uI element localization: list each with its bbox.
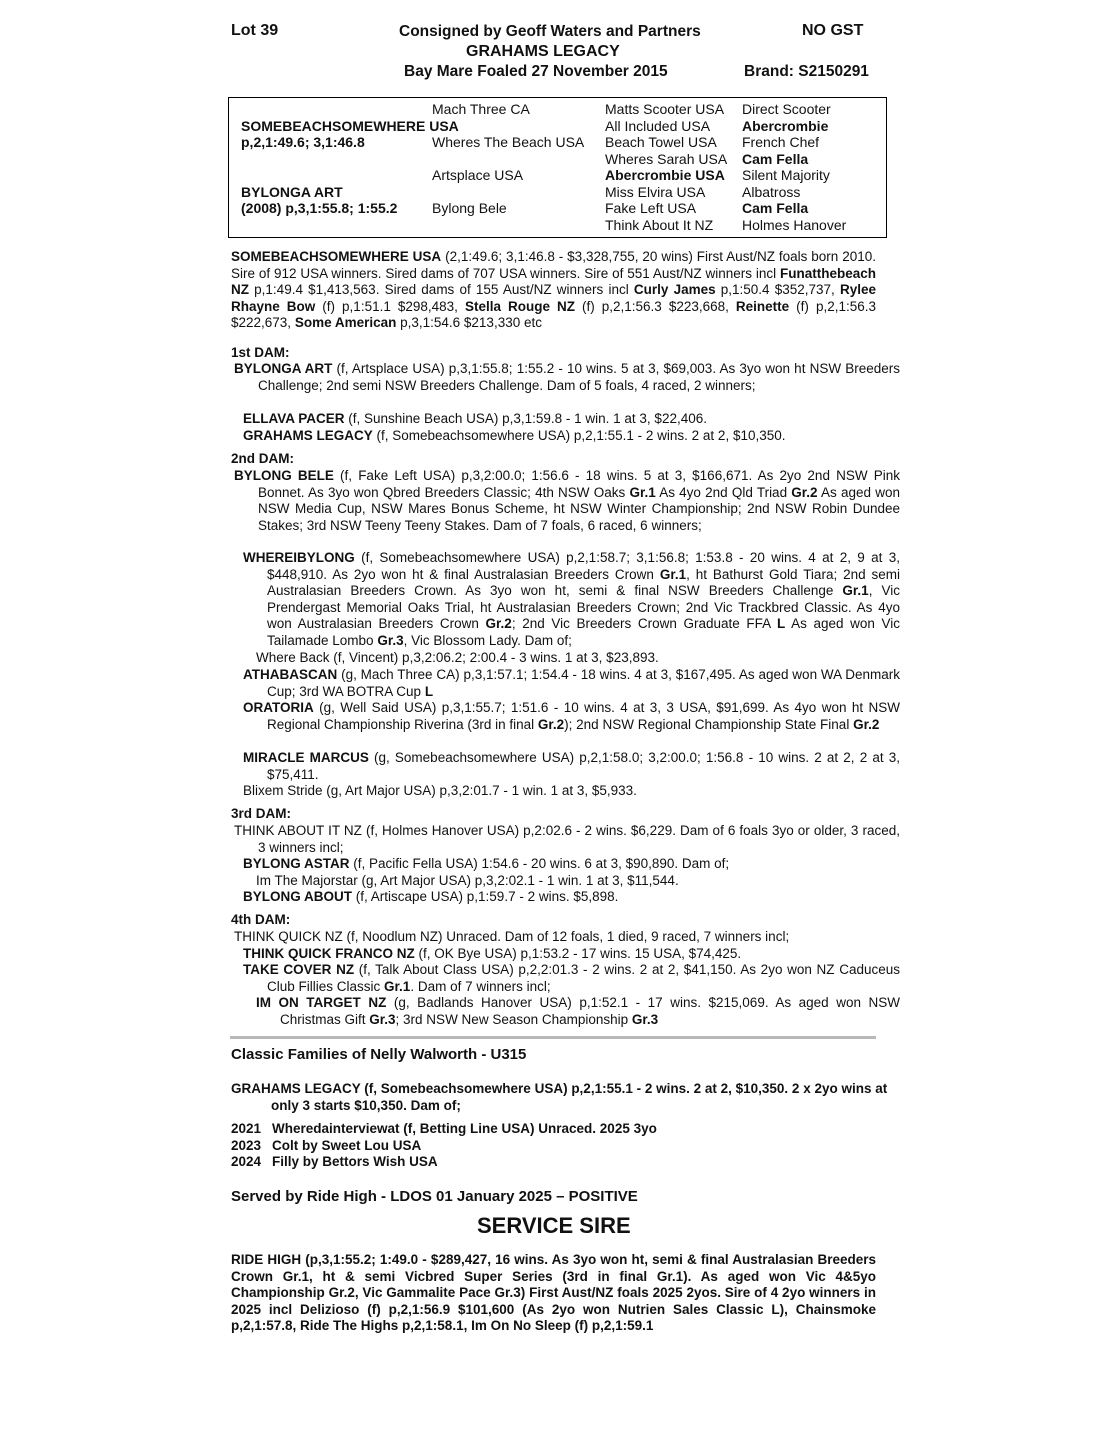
foal-row: 2023 Colt by Sweet Lou USA [231,1137,422,1153]
pedigree-cell: Cam Fella [742,151,809,167]
progeny-entry: MIRACLE MARCUS (g, Somebeachsomewhere USA) p,2,1:58.0; 3,2:00.0; 1:56.8 - 10 wins. 2 at 2, 2 at 3, $75,411. [243,750,900,782]
pedigree-cell: Beach Towel USA [605,134,717,150]
consignor: Consigned by Geoff Waters and Partners [399,23,701,40]
pedigree-cell: Holmes Hanover [742,217,847,233]
progeny-entry: ORATORIA (g, Well Said USA) p,3,1:55.7; 1:51.6 - 10 wins. 4 at 3, 3 USA, $91,699. As 4yo won ht NSW Regional Championship Riverina (3rd in final Gr.2); 2nd NSW Regional Championship State Final Gr.2 [243,700,900,732]
second-dam-entry: BYLONG BELE (f, Fake Left USA) p,3,2:00.0; 1:56.6 - 18 wins. 5 at 3, $166,671. As 2yo 2nd NSW Pink Bonnet. As 3yo won Qbred Breeders Classic; 4th NSW Oaks Gr.1 As 4yo 2nd Qld Triad Gr.2 As aged won NSW Media Cup, NSW Mares Bonus Scheme, ht NSW Winter Championship; 2nd NSW Robin Dundee Stakes; 3rd NSW Teeny Teeny Stakes. Dam of 7 foals, 6 raced, 6 winners; [234,468,900,533]
horse-name: GRAHAMS LEGACY [466,43,620,60]
pedigree-cell: French Chef [742,134,820,150]
pedigree-cell: All Included USA [605,118,711,134]
third-dam-entry: THINK ABOUT IT NZ (f, Holmes Hanover USA) p,2:02.6 - 2 wins. $6,229. Dam of 6 foals 3yo or older, 3 raced, 3 winners incl; [234,823,900,855]
progeny-entry: Blixem Stride (g, Art Major USA) p,3,2:01.7 - 1 win. 1 at 3, $5,933. [243,783,637,798]
progeny-entry: WHEREIBYLONG (f, Somebeachsomewhere USA) p,2,1:58.7; 3,1:56.8; 1:53.8 - 20 wins. 4 at 2, 9 at 3, $448,910. As 2yo won ht & final Australasian Breeders Crown Gr.1, ht Bathurst Gold Tiara; 2nd semi Australasian Breeders Crown. As 3yo won ht, semi & final NSW Breeders Challenge Gr.1, Vic Prendergast Memorial Oaks Trial, ht Australasian Breeders Crown; 2nd Vic Trackbred Classic. As 4yo won Australasian Breeders Crown Gr.2; 2nd Vic Breeders Crown Graduate FFA L As aged won Vic Tailamade Lombo Gr.3, Vic Blossom Lady. Dam of; [243,550,901,648]
service-sire-text: RIDE HIGH (p,3,1:55.2; 1:49.0 - $289,427, 16 wins. As 3yo won ht, semi & final Australasian Breeders Crown Gr.1, ht & semi Vicbred Super Series (3rd in final Gr.1). As aged won Vic 4&5yo Championship Gr.2, Vic Gammalite Pace Gr.3) First Aust/NZ foals 2025 2yos. Sire of 4 2yo winners in 2025 incl Delizioso (f) p,2,1:56.9 $101,600 (As 2yo won Nutrien Sales Classic L), Chainsmoke p,2,1:57.8, Ride The Highs p,2,1:58.1, Im On No Sleep (f) p,2,1:59.1 [231,1252,876,1333]
pedigree-cell: Abercrombie USA [605,167,725,183]
pedigree-cell: Wheres Sarah USA [605,151,728,167]
pedigree-cell: Miss Elvira USA [605,184,706,200]
foal-list [231,1121,657,1171]
foal-row: 2021 Wheredainterviewat (f, Betting Line USA) Unraced. 2025 3yo [231,1121,657,1136]
family-line: Classic Families of Nelly Walworth - U315 [231,1046,527,1063]
pedigree-cell: Silent Majority [742,167,830,183]
horse-description: Bay Mare Foaled 27 November 2015 [404,63,668,80]
progeny-entry: Where Back (f, Vincent) p,3,2:06.2; 2:00.4 - 3 wins. 1 at 3, $23,893. [256,650,659,665]
brand: Brand: S2150291 [744,63,869,80]
pedigree-cell: Think About It NZ [605,217,714,233]
pedigree-cell: Abercrombie [742,118,829,134]
progeny-entry: BYLONG ABOUT (f, Artiscape USA) p,1:59.7 - 2 wins. $5,898. [243,889,619,904]
pedigree-dam-record: (2008) p,3,1:55.8; 1:55.2 [241,200,398,216]
progeny-entry: ELLAVA PACER (f, Sunshine Beach USA) p,3,1:59.8 - 1 win. 1 at 3, $22,406. [243,411,707,426]
update-summary: GRAHAMS LEGACY (f, Somebeachsomewhere USA) p,2,1:55.1 - 2 wins. 2 at 2, $10,350. 2 x 2yo wins at only 3 starts $10,350. Dam of; [231,1081,888,1113]
lot-number: Lot 39 [231,22,279,39]
progeny-entry: TAKE COVER NZ (f, Talk About Class USA) p,2,2:01.3 - 2 wins. 2 at 2, $41,150. As 2yo won NZ Caduceus Club Fillies Classic Gr.1. Dam of 7 winners incl; [243,962,900,994]
pedigree-cell: Fake Left USA [605,200,697,216]
pedigree-cell: Artsplace USA [432,167,524,183]
foal-row: 2024 Filly by Bettors Wish USA [231,1154,438,1169]
progeny-entry: GRAHAMS LEGACY (f, Somebeachsomewhere USA) p,2,1:55.1 - 2 wins. 2 at 2, $10,350. [243,428,786,443]
fourth-dam-entry: THINK QUICK NZ (f, Noodlum NZ) Unraced. Dam of 12 foals, 1 died, 9 raced, 7 winners incl; [234,929,790,944]
first-dam-heading: 1st DAM: [231,345,290,360]
progeny-entry: Im The Majorstar (g, Art Major USA) p,3,2:02.1 - 1 win. 1 at 3, $11,544. [256,873,679,888]
sire-summary: SOMEBEACHSOMEWHERE USA (2,1:49.6; 3,1:46.8 - $3,328,755, 20 wins) First Aust/NZ foals born 2010. Sire of 912 USA winners. Sired dams of 707 USA winners. Sire of 551 Aust/NZ winners incl Funatthebeach NZ p,1:49.4 $1,413,563. Sired dams of 155 Aust/NZ winners incl Curly James p,1:50.4 $352,737, Rylee Rhayne Bow (f) p,1:51.1 $298,483, Stella Rouge NZ (f) p,2,1:56.3 $223,668, Reinette (f) p,2,1:56.3 $222,673, Some American p,3,1:54.6 $213,330 etc [231,249,877,330]
pedigree-cell: Bylong Bele [432,200,507,216]
progeny-entry: IM ON TARGET NZ (g, Badlands Hanover USA) p,1:52.1 - 17 wins. $215,069. As aged won NSW Christmas Gift Gr.3; 3rd NSW New Season Championship Gr.3 [256,995,900,1027]
pedigree-sire: SOMEBEACHSOMEWHERE USA [241,118,459,134]
served-line: Served by Ride High - LDOS 01 January 2025 – POSITIVE [231,1188,638,1205]
pedigree-cell: Matts Scooter USA [605,101,725,117]
first-dam-entry: BYLONGA ART (f, Artsplace USA) p,3,1:55.8; 1:55.2 - 10 wins. 5 at 3, $69,003. As 3yo won ht NSW Breeders Challenge; 2nd semi NSW Breeders Challenge. Dam of 5 foals, 4 raced, 2 winners; [234,361,900,393]
gst-status: NO GST [802,22,864,39]
pedigree-cell: Cam Fella [742,200,809,216]
third-dam-heading: 3rd DAM: [231,806,291,821]
second-dam-heading: 2nd DAM: [231,451,294,466]
pedigree-cell: Wheres The Beach USA [432,134,585,150]
progeny-entry: THINK QUICK FRANCO NZ (f, OK Bye USA) p,1:53.2 - 17 wins. 15 USA, $74,425. [243,946,742,961]
pedigree-table [228,97,887,238]
pedigree-cell: Direct Scooter [742,101,831,117]
pedigree-cell: Albatross [742,184,801,200]
fourth-dam-heading: 4th DAM: [231,912,291,927]
pedigree-dam: BYLONGA ART [241,184,343,200]
pedigree-sire-record: p,2,1:49.6; 3,1:46.8 [241,134,365,150]
section-divider [230,1036,876,1039]
progeny-entry: ATHABASCAN (g, Mach Three CA) p,3,1:57.1; 1:54.4 - 18 wins. 4 at 3, $167,495. As aged won WA Denmark Cup; 3rd WA BOTRA Cup L [243,667,900,699]
pedigree-cell: Mach Three CA [432,101,530,117]
service-sire-title: SERVICE SIRE [477,1213,631,1238]
progeny-entry: BYLONG ASTAR (f, Pacific Fella USA) 1:54.6 - 20 wins. 6 at 3, $90,890. Dam of; [243,856,730,871]
